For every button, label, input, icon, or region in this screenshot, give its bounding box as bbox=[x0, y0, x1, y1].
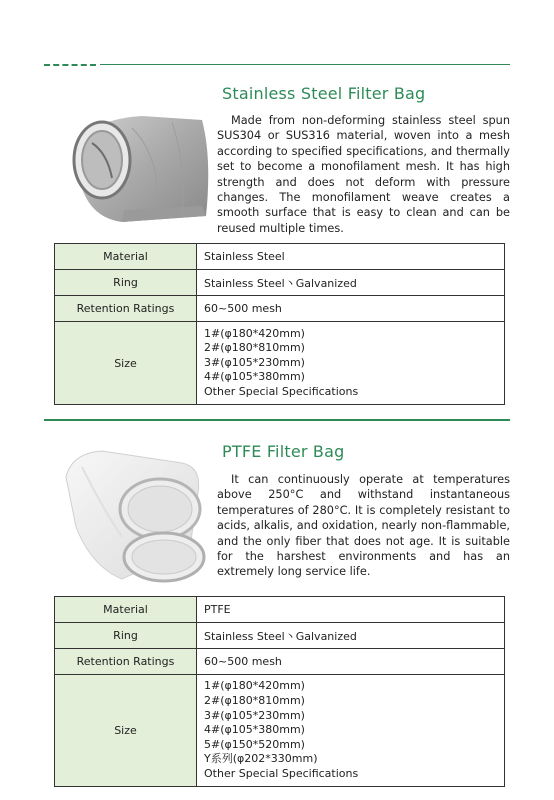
spec-label: Ring bbox=[55, 623, 197, 649]
section-divider bbox=[44, 419, 510, 421]
size-item: 4#(φ105*380mm) bbox=[204, 723, 305, 737]
spec-label: Retention Ratings bbox=[55, 649, 197, 675]
spec-size-list bbox=[197, 322, 505, 405]
spec-table bbox=[54, 243, 505, 405]
size-item: 3#(φ105*230mm) bbox=[204, 708, 305, 722]
size-item: 2#(φ180*810mm) bbox=[204, 341, 305, 355]
spec-row-ring bbox=[55, 270, 505, 296]
size-item: 5#(φ150*520mm) bbox=[204, 737, 305, 751]
size-item: 1#(φ180*420mm) bbox=[204, 679, 305, 693]
size-item: 2#(φ180*810mm) bbox=[204, 694, 305, 708]
spec-label: Ring bbox=[55, 270, 197, 296]
size-item: 4#(φ105*380mm) bbox=[204, 370, 305, 384]
spec-value: 60~500 mesh bbox=[197, 296, 505, 322]
spec-row-size bbox=[55, 675, 505, 787]
spec-row-material bbox=[55, 244, 505, 270]
spec-value: Stainless Steel bbox=[197, 244, 505, 270]
size-item: Y系列(φ202*330mm) bbox=[204, 752, 318, 766]
top-divider-dashed bbox=[44, 64, 96, 66]
spec-value: PTFE bbox=[197, 597, 505, 623]
spec-label: Retention Ratings bbox=[55, 296, 197, 322]
spec-row-retention bbox=[55, 296, 505, 322]
spec-row-ring bbox=[55, 623, 505, 649]
spec-row-material bbox=[55, 597, 505, 623]
spec-label: Material bbox=[55, 597, 197, 623]
spec-value: 60~500 mesh bbox=[197, 649, 505, 675]
spec-row-size bbox=[55, 322, 505, 405]
size-item: Other Special Specifications bbox=[204, 766, 359, 780]
size-item: 1#(φ180*420mm) bbox=[204, 326, 305, 340]
spec-table bbox=[54, 596, 505, 787]
spec-row-retention bbox=[55, 649, 505, 675]
spec-size-list bbox=[197, 675, 505, 787]
product-description: It can continuously operate at temperatures above 250°C and withstand instantaneous temperatures of 280°C. It is completely resistant to acids, alkalis, and oxidation, nearly non-flammable, and the only fiber that does not age. It is suitable for the harshest environments and has an extremely long service life. bbox=[217, 473, 510, 579]
spec-label: Size bbox=[55, 675, 197, 787]
ptfe-filter-bag-image bbox=[62, 447, 210, 589]
spec-label: Material bbox=[55, 244, 197, 270]
product-title: PTFE Filter Bag bbox=[222, 442, 345, 461]
stainless-steel-filter-bag-image bbox=[62, 98, 212, 226]
product-title: Stainless Steel Filter Bag bbox=[222, 84, 426, 103]
top-divider-rule bbox=[100, 64, 510, 65]
product-description: Made from non-deforming stainless steel spun SUS304 or SUS316 material, woven into a mesh according to specified specifications, and thermally set to become a monofilament mesh. It has high strength and does not deform with pressure changes. The monofilament weave creates a smooth surface that is easy to clean and can be reused multiple times. bbox=[217, 114, 510, 235]
size-item: Other Special Specifications bbox=[204, 384, 359, 398]
spec-value: Stainless Steel丶Galvanized bbox=[197, 623, 505, 649]
spec-value: Stainless Steel丶Galvanized bbox=[197, 270, 505, 296]
size-item: 3#(φ105*230mm) bbox=[204, 355, 305, 369]
spec-label: Size bbox=[55, 322, 197, 405]
